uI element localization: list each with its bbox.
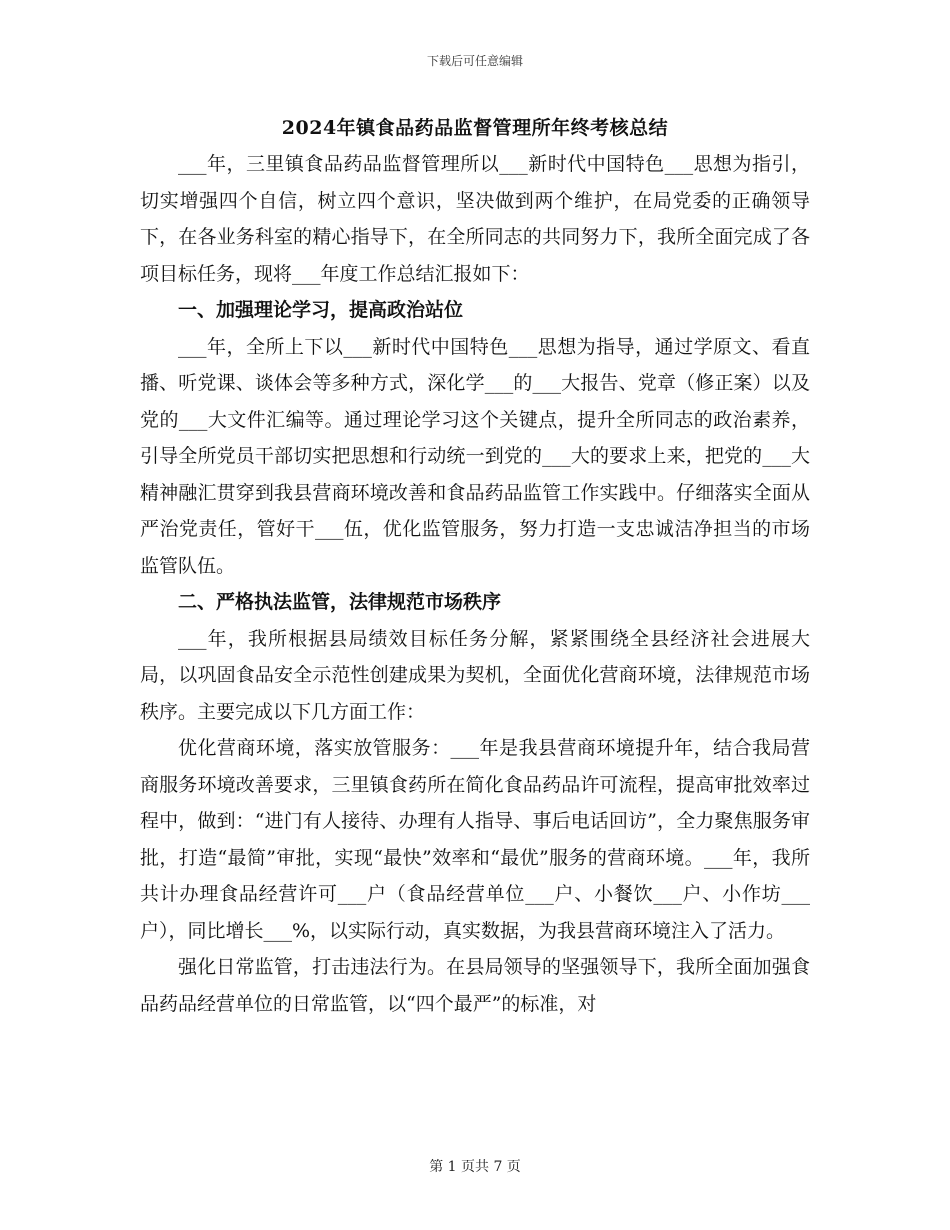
- page-header-note: 下载后可任意编辑: [426, 54, 523, 68]
- section-1-paragraph: ___年，全所上下以___新时代中国特色___思想为指导，通过学原文、看直播、听党课、谈体会等多种方式，深化学___的___大报告、党章（修正案）以及党的___大文件汇编等。通过理论学习这个关键点，提升全所同志的政治素养，引导全所党员干部切实把思想和行动统一到党的___大的要求上来，把党的___大精神融汇贯穿到我县营商环境改善和食品药品监管工作实践中。仔细落实全面从严治党责任，管好干___伍，优化监管服务，努力打造一支忠诚洁净担当的市场监管队伍。: [140, 335, 810, 577]
- document-body: [140, 110, 810, 1022]
- section-2-paragraph-3: 强化日常监管，打击违法行为。在县局领导的坚强领导下，我所全面加强食品药品经营单位的日常监管，以“四个最严”的标准，对: [140, 956, 810, 1015]
- section-2-paragraph-1: ___年，我所根据县局绩效目标任务分解，紧紧围绕全县经济社会进展大局，以巩固食品安全示范性创建成果为契机，全面优化营商环境，法律规范市场秩序。主要完成以下几方面工作：: [140, 627, 810, 723]
- page-number: 第 1 页共 7 页: [429, 1159, 521, 1175]
- section-heading-2: 二、严格执法监管，法律规范市场秩序: [178, 591, 502, 613]
- intro-paragraph: ___年，三里镇食品药品监督管理所以___新时代中国特色___思想为指引，切实增强四个自信，树立四个意识，坚决做到两个维护，在局党委的正确领导下，在各业务科室的精心指导下，在全所同志的共同努力下，我所全面完成了各项目标任务，现将___年度工作总结汇报如下：: [140, 153, 810, 285]
- section-2-paragraph-2: 优化营商环境，落实放管服务：___年是我县营商环境提升年，结合我局营商服务环境改善要求，三里镇食药所在简化食品药品许可流程，提高审批效率过程中，做到：“进门有人接待、办理有人指导、事后电话回访”，全力聚焦服务审批，打造“最简”审批，实现“最快”效率和“最优”服务的营商环境。___年，我所共计办理食品经营许可___户（食品经营单位___户、小餐饮___户、小作坊___户），同比增长___%，以实际行动，真实数据，为我县营商环境注入了活力。: [140, 737, 810, 942]
- document-title: 2024年镇食品药品监督管理所年终考核总结: [281, 117, 669, 139]
- section-heading-1: 一、加强理论学习，提高政治站位: [178, 299, 464, 321]
